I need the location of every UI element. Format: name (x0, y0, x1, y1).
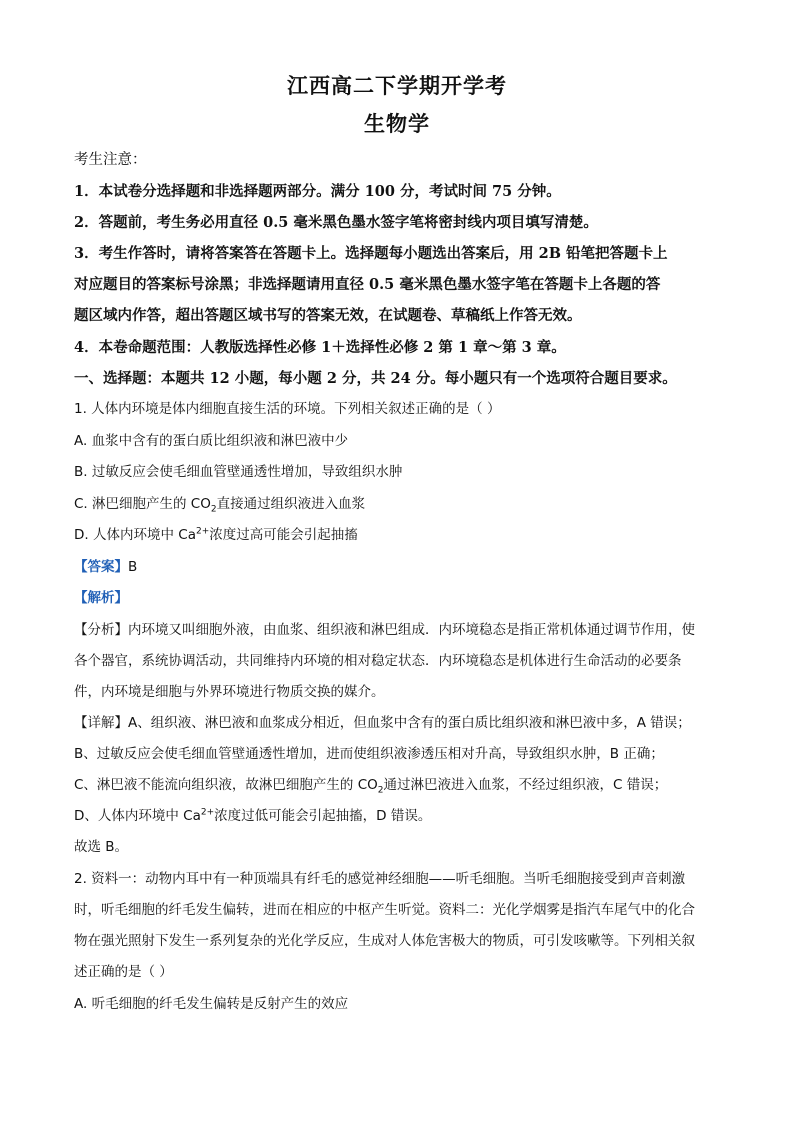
detail-a-text: A、组织液、淋巴液和血浆成分相近，但血浆中含有的蛋白质比组织液和淋巴液中多，A 错误； (128, 715, 691, 731)
option-d-superscript: 2+ (195, 526, 210, 537)
option-c-text: C. 淋巴细胞产生的 CO (74, 496, 211, 512)
analysis-text-1: 内环境又叫细胞外液，由血浆、组织液和淋巴组成．内环境稳态是指正常机体通过调节作用，使 (128, 622, 695, 638)
analysis-line-1 (74, 619, 724, 641)
detail-c-text: C、淋巴液不能流向组织液，故淋巴细胞产生的 CO (74, 777, 378, 793)
answer-line (74, 556, 724, 578)
notice-item-4: 4．本卷命题范围：人教版选择性必修 1＋选择性必修 2 第 1 章～第 3 章。 (74, 339, 566, 356)
conclusion-line: 故选 B。 (74, 839, 129, 855)
detail-line-a (74, 712, 724, 734)
question-2-stem-4: 述正确的是（ ） (74, 964, 173, 980)
notice-item-3-cont2: 题区域内作答，超出答题区域书写的答案无效，在试题卷、草稿纸上作答无效。 (74, 307, 582, 324)
question-1-option-c (74, 493, 724, 515)
notice-heading: 考生注意： (74, 152, 147, 168)
detail-d-superscript: 2+ (200, 807, 215, 818)
detail-c-subscript: 2 (377, 785, 384, 796)
explain-tag: 【解析】 (74, 590, 128, 606)
detail-d-text-end: 浓度过低可能会引起抽搐，D 错误。 (214, 808, 432, 824)
analysis-tag: 【分析】 (74, 622, 128, 638)
question-2-stem-1: 2. 资料一：动物内耳中有一种顶端具有纤毛的感觉神经细胞——听毛细胞。当听毛细胞接受到声音刺激 (74, 871, 686, 887)
detail-d-text: D、人体内环境中 Ca (74, 808, 201, 824)
option-c-text-end: 直接通过组织液进入血浆 (216, 496, 366, 512)
detail-c-text-end: 通过淋巴液进入血浆，不经过组织液，C 错误； (383, 777, 668, 793)
question-1-option-b: B. 过敏反应会使毛细血管壁通透性增加，导致组织水肿 (74, 464, 403, 480)
answer-tag: 【答案】 (74, 559, 128, 575)
option-c-subscript: 2 (210, 504, 217, 515)
notice-item-1: 1．本试卷分选择题和非选择题两部分。满分 100 分，考试时间 75 分钟。 (74, 183, 561, 200)
analysis-line-3: 件，内环境是细胞与外界环境进行物质交换的媒介。 (74, 684, 385, 700)
detail-line-d (74, 805, 724, 827)
option-d-text: D. 人体内环境中 Ca (74, 527, 196, 543)
question-2-stem-3: 物在强光照射下发生一系列复杂的光化学反应，生成对人体危害极大的物质，可引发咳嗽等。下列相关叙 (74, 933, 695, 949)
analysis-line-2: 各个器官，系统协调活动，共同维持内环境的相对稳定状态．内环境稳态是机体进行生命活动的必要条 (74, 653, 682, 669)
subject-title: 生物学 (364, 111, 430, 136)
question-1-option-d (74, 524, 724, 546)
question-1-stem: 1. 人体内环境是体内细胞直接生活的环境。下列相关叙述正确的是（ ） (74, 401, 501, 417)
question-1-option-a: A. 血浆中含有的蛋白质比组织液和淋巴液中少 (74, 433, 349, 449)
detail-line-c (74, 774, 724, 796)
detail-tag: 【详解】 (74, 715, 128, 731)
detail-line-b: B、过敏反应会使毛细血管壁通透性增加，进而使组织液渗透压相对升高，导致组织水肿，B 正确； (74, 746, 664, 762)
question-2-stem-2: 时，听毛细胞的纤毛发生偏转，进而在相应的中枢产生听觉。资料二：光化学烟雾是指汽车尾气中的化合 (74, 902, 695, 918)
page-title: 江西高二下学期开学考 (287, 73, 507, 98)
notice-item-3: 3．考生作答时，请将答案答在答题卡上。选择题每小题选出答案后，用 2B 铅笔把答题卡上 (74, 245, 668, 262)
question-2-option-a: A. 听毛细胞的纤毛发生偏转是反射产生的效应 (74, 996, 349, 1012)
notice-item-3-cont: 对应题目的答案标号涂黑；非选择题请用直径 0.5 毫米黑色墨水签字笔在答题卡上各题的答 (74, 276, 661, 293)
answer-value: B (128, 559, 138, 575)
notice-item-2: 2．答题前，考生务必用直径 0.5 毫米黑色墨水签字笔将密封线内项目填写清楚。 (74, 214, 598, 231)
section-heading: 一、选择题：本题共 12 小题，每小题 2 分，共 24 分。每小题只有一个选项符合题目要求。 (74, 370, 677, 387)
explain-line (74, 587, 724, 609)
option-d-text-end: 浓度过高可能会引起抽搐 (209, 527, 358, 543)
